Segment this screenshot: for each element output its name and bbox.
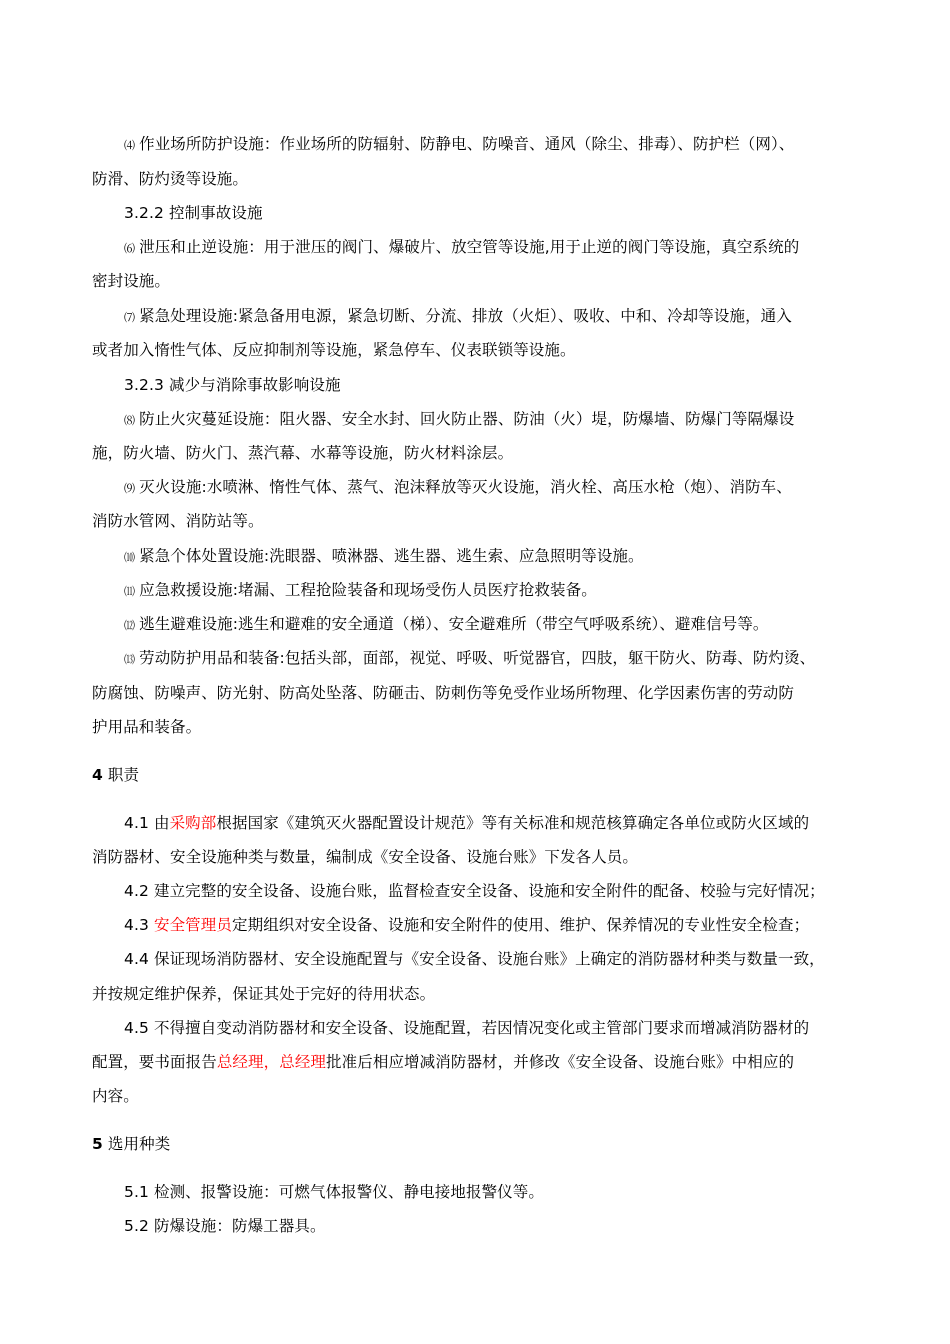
item-text: 作业场所防护设施：作业场所的防辐射、防静电、防噪音、通风（除尘、排毒）、防护栏（网）、: [139, 135, 795, 153]
clause-4-1-line-2: 消防器材、安全设施种类与数量，编制成《安全设备、设施台账》下发各人员。: [92, 848, 639, 866]
item-number: ⑺: [124, 311, 136, 324]
item-number: ⒀: [124, 653, 136, 666]
clause-4-2: 4.2 建立完整的安全设备、设施台账，监督检查安全设备、设施和安全附件的配备、校验与完好情况；: [124, 882, 825, 900]
section-number: 4: [92, 766, 103, 784]
item-text: 逃生避难设施:逃生和避难的安全通道（梯）、安全避难所（带空气呼吸系统）、避难信号等。: [139, 615, 769, 633]
highlight-safety-manager: 安全管理员: [153, 916, 232, 934]
item-4-line-2: 防滑、防灼烫等设施。: [92, 170, 249, 188]
section-4-heading: [92, 765, 139, 785]
item-8-line-1: [124, 409, 794, 431]
clause-5-1: 5.1 检测、报警设施：可燃气体报警仪、静电接地报警仪等。: [124, 1183, 544, 1201]
item-text: 防止火灾蔓延设施：阻火器、安全水封、回火防止器、防油（火）堤，防爆墙、防爆门等隔爆设: [139, 410, 795, 428]
item-13-line-3: 护用品和装备。: [92, 718, 202, 736]
section-title: 选用种类: [107, 1135, 171, 1153]
item-12: [124, 614, 769, 636]
item-number: ⑿: [124, 619, 136, 632]
item-13-line-2: 防腐蚀、防噪声、防光射、防高处坠落、防砸击、防刺伤等免受作业场所物理、化学因素伤害的劳动防: [92, 684, 795, 702]
highlight-purchasing-dept: 采购部: [169, 814, 217, 832]
item-text: 紧急处理设施:紧急备用电源，紧急切断、分流、排放（火炬）、吸收、中和、冷却等设施，通入: [139, 307, 792, 325]
item-text: 泄压和止逆设施：用于泄压的阀门、爆破片、放空管等设施,用于止逆的阀门等设施，真空系统的: [139, 238, 800, 256]
clause-4-1-line-1: [124, 813, 809, 833]
clause-4-5-line-2: [92, 1052, 794, 1072]
highlight-general-manager: 总经理: [216, 1053, 264, 1071]
item-text: 劳动防护用品和装备:包括头部，面部，视觉、呼吸、听觉器官，四肢，躯干防火、防毒、防灼烫、: [139, 649, 816, 667]
section-5-heading: [92, 1134, 170, 1154]
clause-text: 根据国家《建筑灭火器配置设计规范》等有关标准和规范核算确定各单位或防火区域的: [216, 814, 810, 832]
item-4-line-1: [124, 134, 794, 156]
item-number: ⑻: [124, 414, 136, 427]
subsection-3-2-2-heading: 3.2.2 控制事故设施: [124, 204, 263, 222]
item-13-line-1: [124, 648, 815, 670]
item-number: ⑾: [124, 585, 136, 598]
clause-5-2: 5.2 防爆设施：防爆工器具。: [124, 1217, 326, 1235]
clause-text: 配置，要书面报告: [92, 1053, 217, 1071]
item-text: 应急救援设施:堵漏、工程抢险装备和现场受伤人员医疗抢救装备。: [139, 581, 597, 599]
highlight-comma: ，: [263, 1053, 280, 1071]
item-number: ⑽: [124, 551, 136, 564]
clause-4-4-line-2: 并按规定维护保养，保证其处于完好的待用状态。: [92, 985, 436, 1003]
item-7-line-1: [124, 306, 792, 328]
item-10: [124, 546, 644, 568]
subsection-3-2-3-heading: 3.2.3 减少与消除事故影响设施: [124, 376, 341, 394]
item-text: 紧急个体处置设施:洗眼器、喷淋器、逃生器、逃生索、应急照明等设施。: [139, 547, 644, 565]
item-text: 灭火设施:水喷淋、惰性气体、蒸气、泡沫释放等灭火设施，消火栓、高压水枪（炮）、消防车、: [139, 478, 792, 496]
item-number: ⑹: [124, 242, 136, 255]
item-11: [124, 580, 597, 602]
clause-4-5-line-1: 4.5 不得擅自变动消防器材和安全设备、设施配置，若因情况变化或主管部门要求而增减消防器材的: [124, 1019, 810, 1037]
clause-text: 定期组织对安全设备、设施和安全附件的使用、维护、保养情况的专业性安全检查；: [232, 916, 810, 934]
clause-4-5-line-3: 内容。: [92, 1087, 139, 1105]
section-title: 职责: [107, 766, 140, 784]
item-number: ⑼: [124, 482, 136, 495]
item-7-line-2: 或者加入惰性气体、反应抑制剂等设施，紧急停车、仪表联锁等设施。: [92, 341, 576, 359]
item-number: ⑷: [124, 139, 136, 152]
item-6-line-1: [124, 237, 799, 259]
item-8-line-2: 施，防火墙、防火门、蒸汽幕、水幕等设施，防火材料涂层。: [92, 444, 514, 462]
clause-4-3: [124, 915, 809, 935]
clause-text: 4.1 由: [124, 814, 170, 832]
item-9-line-2: 消防水管网、消防站等。: [92, 512, 264, 530]
clause-text: 批准后相应增减消防器材，并修改《安全设备、设施台账》中相应的: [326, 1053, 795, 1071]
clause-4-4-line-1: 4.4 保证现场消防器材、安全设施配置与《安全设备、设施台账》上确定的消防器材种类与数量一致，: [124, 950, 825, 968]
section-number: 5: [92, 1135, 103, 1153]
item-6-line-2: 密封设施。: [92, 272, 171, 290]
highlight-general-manager: 总经理: [279, 1053, 327, 1071]
item-9-line-1: [124, 477, 792, 499]
clause-text: 4.3: [124, 916, 154, 934]
